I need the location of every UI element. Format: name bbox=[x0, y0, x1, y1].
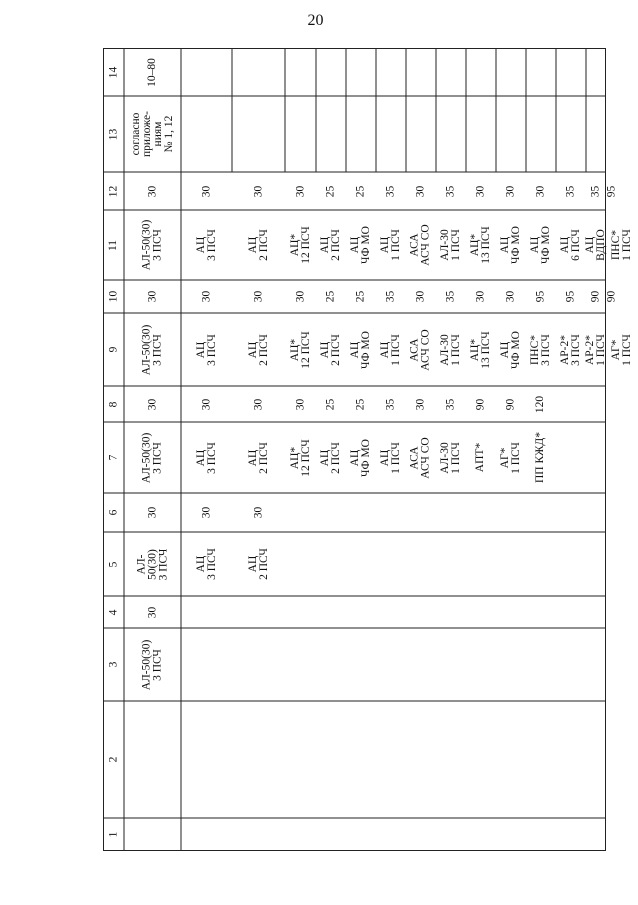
col9-time-12-text: 95 bbox=[534, 290, 547, 303]
col7-time-12 bbox=[526, 386, 556, 422]
col9-time-11-text: 30 bbox=[504, 290, 517, 303]
col7-unit-9 bbox=[436, 422, 466, 493]
col7-unit-11-text: АГ* 1 ПСЧ bbox=[499, 441, 523, 474]
col9-unit-6 bbox=[346, 313, 376, 386]
column-number-4 bbox=[103, 596, 124, 628]
col7-time-12-text: 120 bbox=[534, 395, 547, 413]
col7-unit-10 bbox=[466, 422, 496, 493]
col11-unit-14-text: АЦ ВДПО bbox=[584, 229, 607, 261]
row1-col7 bbox=[124, 422, 181, 493]
row1-col13 bbox=[124, 96, 181, 172]
col9-unit-5-text: АЦ 2 ПСЧ bbox=[319, 333, 343, 366]
row1-col5 bbox=[124, 532, 181, 596]
col11-unit-12-text: АЦ ЧФ МО bbox=[529, 226, 552, 264]
row1-col10 bbox=[124, 280, 181, 313]
document-table bbox=[103, 48, 633, 851]
col11-unit-15-text: ПНС* 1 ПСЧ bbox=[609, 229, 633, 261]
col9-unit-10 bbox=[466, 313, 496, 386]
col9-unit-2-text: АЦ 3 ПСЧ bbox=[194, 333, 218, 366]
col7-time-11 bbox=[496, 386, 526, 422]
col7-unit-4-text: АЦ* 12 ПСЧ bbox=[288, 438, 312, 477]
col11-unit-10 bbox=[466, 210, 496, 280]
col9-time-15 bbox=[606, 280, 618, 313]
col9-unit-2 bbox=[181, 313, 232, 386]
col9-unit-8 bbox=[406, 313, 436, 386]
col7-time-2 bbox=[181, 386, 232, 422]
column-number-6 bbox=[103, 493, 124, 532]
row1-col7-text: АЛ-50(30) 3 ПСЧ bbox=[140, 432, 164, 483]
col7-time-7-text: 35 bbox=[384, 398, 397, 410]
col9-unit-8-text: АСА АСЧ СО bbox=[409, 328, 433, 371]
col11-unit-9-text: АЛ-30 1 ПСЧ bbox=[439, 229, 463, 261]
col7-unit-5 bbox=[316, 422, 346, 493]
col7-time-6 bbox=[346, 386, 376, 422]
col11-time-7 bbox=[376, 172, 406, 210]
col9-time-11 bbox=[496, 280, 526, 313]
row1-col11 bbox=[124, 210, 181, 280]
column-number-14 bbox=[103, 48, 124, 96]
column-number-3 bbox=[103, 628, 124, 701]
col11-unit-2-text: АЦ 3 ПСЧ bbox=[194, 229, 218, 261]
col11-unit-7 bbox=[376, 210, 406, 280]
col5-time-2-text: 30 bbox=[200, 506, 212, 519]
row1-col3-text: АЛ-50(30) 3 ПСЧ bbox=[140, 639, 164, 690]
col5-time-3-text: 30 bbox=[252, 506, 264, 519]
col11-unit-3-text: АЦ 2 ПСЧ bbox=[246, 229, 270, 261]
col7-time-2-text: 30 bbox=[200, 398, 212, 410]
col7-unit-7-text: АЦ 1 ПСЧ bbox=[379, 441, 403, 474]
col9-unit-4 bbox=[285, 313, 316, 386]
col7-unit-12-text: ПП КЖД* bbox=[534, 431, 547, 484]
col11-time-10-text: 30 bbox=[474, 185, 487, 197]
col11-unit-15 bbox=[606, 210, 638, 280]
col11-unit-14 bbox=[586, 210, 606, 280]
col11-unit-11-text: АЦ ЧФ МО bbox=[499, 226, 522, 264]
column-number-7-text: 7 bbox=[107, 454, 119, 461]
col7-unit-3-text: АЦ 2 ПСЧ bbox=[246, 441, 270, 474]
row1-col13-text: согласно приложе- ниям № 1, 12 bbox=[129, 111, 175, 157]
col11-unit-8-text: АСА АСЧ СО bbox=[409, 224, 433, 266]
col7-unit-2 bbox=[181, 422, 232, 493]
col9-unit-7-text: АЦ 1 ПСЧ bbox=[379, 333, 403, 366]
row1-col10-text: 30 bbox=[146, 290, 158, 303]
col11-time-11 bbox=[496, 172, 526, 210]
col11-time-3-text: 30 bbox=[252, 185, 264, 197]
col7-time-3 bbox=[232, 386, 285, 422]
col7-unit-10-text: АПТ* bbox=[474, 442, 487, 473]
col7-time-11-text: 90 bbox=[504, 398, 517, 410]
row1-col9-text: АЛ-50(30) 3 ПСЧ bbox=[140, 324, 164, 375]
row1-col5-text: АЛ- 50(30) 3 ПСЧ bbox=[134, 548, 169, 580]
col7-unit-12 bbox=[526, 422, 556, 493]
col9-unit-13-text: АР-2* 3 ПСЧ bbox=[559, 333, 583, 366]
col11-time-12 bbox=[526, 172, 556, 210]
col7-unit-6 bbox=[346, 422, 376, 493]
col9-unit-10-text: АЦ* 13 ПСЧ bbox=[469, 330, 493, 369]
col7-unit-4 bbox=[285, 422, 316, 493]
col11-unit-13 bbox=[556, 210, 586, 280]
col9-time-10-text: 30 bbox=[474, 290, 487, 303]
column-number-13-text: 13 bbox=[107, 128, 119, 140]
column-number-2 bbox=[103, 701, 124, 818]
col9-time-10 bbox=[466, 280, 496, 313]
col9-unit-4-text: АЦ* 12 ПСЧ bbox=[288, 330, 312, 369]
col7-unit-8 bbox=[406, 422, 436, 493]
col7-unit-9-text: АЛ-30 1 ПСЧ bbox=[439, 441, 463, 474]
col9-time-2 bbox=[181, 280, 232, 313]
col9-time-8 bbox=[406, 280, 436, 313]
col7-unit-5-text: АЦ 2 ПСЧ bbox=[319, 441, 343, 474]
col11-unit-4-text: АЦ* 12 ПСЧ bbox=[288, 226, 312, 264]
col11-unit-6-text: АЦ ЧФ МО bbox=[349, 226, 372, 264]
col5-unit-2 bbox=[181, 532, 232, 596]
col11-unit-5-text: АЦ 2 ПСЧ bbox=[319, 229, 343, 261]
col9-unit-6-text: АЦ ЧФ МО bbox=[349, 330, 372, 369]
column-number-2-text: 2 bbox=[107, 756, 119, 763]
col9-unit-11 bbox=[496, 313, 526, 386]
col11-time-3 bbox=[232, 172, 285, 210]
column-number-11 bbox=[103, 210, 124, 280]
col7-unit-8-text: АСА АСЧ СО bbox=[409, 436, 433, 479]
col9-time-12 bbox=[526, 280, 556, 313]
col11-time-15-text: 95 bbox=[605, 185, 618, 197]
col9-time-6 bbox=[346, 280, 376, 313]
col9-time-7-text: 35 bbox=[384, 290, 397, 303]
col11-unit-12 bbox=[526, 210, 556, 280]
column-number-5 bbox=[103, 532, 124, 596]
col7-time-8-text: 30 bbox=[414, 398, 427, 410]
col11-unit-4 bbox=[285, 210, 316, 280]
row1-col14-text: 10–80 bbox=[146, 57, 158, 87]
col11-unit-6 bbox=[346, 210, 376, 280]
col7-time-7 bbox=[376, 386, 406, 422]
row1-col6 bbox=[124, 493, 181, 532]
column-number-8-text: 8 bbox=[107, 401, 119, 407]
col11-time-15 bbox=[606, 172, 618, 210]
column-number-12 bbox=[103, 172, 124, 210]
col7-time-3-text: 30 bbox=[252, 398, 264, 410]
col9-unit-7 bbox=[376, 313, 406, 386]
col7-unit-3 bbox=[232, 422, 285, 493]
col7-unit-11 bbox=[496, 422, 526, 493]
row1-col4 bbox=[124, 596, 181, 628]
col9-unit-14 bbox=[586, 313, 606, 386]
col11-time-6-text: 25 bbox=[354, 185, 367, 197]
row1-col4-text: 30 bbox=[146, 606, 158, 618]
col11-time-9-text: 35 bbox=[444, 185, 457, 197]
col11-unit-3 bbox=[232, 210, 285, 280]
col9-unit-15 bbox=[606, 313, 638, 386]
page-number: 20 bbox=[307, 12, 324, 29]
col11-time-13-text: 35 bbox=[564, 185, 577, 197]
col11-time-14-text: 35 bbox=[589, 185, 602, 197]
col11-time-2 bbox=[181, 172, 232, 210]
col7-unit-7 bbox=[376, 422, 406, 493]
col11-time-2-text: 30 bbox=[200, 185, 212, 197]
col11-unit-7-text: АЦ 1 ПСЧ bbox=[379, 229, 403, 261]
col9-unit-12 bbox=[526, 313, 556, 386]
column-number-5-text: 5 bbox=[107, 561, 119, 567]
col7-time-4 bbox=[285, 386, 316, 422]
col9-unit-14-text: АР-2* 1 ПСЧ bbox=[584, 333, 608, 366]
col11-time-13 bbox=[556, 172, 586, 210]
col11-time-12-text: 30 bbox=[534, 185, 547, 197]
col11-time-5-text: 25 bbox=[324, 185, 337, 197]
column-number-1 bbox=[103, 818, 124, 851]
col9-unit-11-text: АЦ ЧФ МО bbox=[499, 330, 522, 369]
col11-unit-10-text: АЦ* 13 ПСЧ bbox=[469, 226, 493, 264]
col9-unit-9 bbox=[436, 313, 466, 386]
col11-time-4-text: 30 bbox=[294, 185, 306, 197]
col9-time-13 bbox=[556, 280, 586, 313]
col11-time-11-text: 30 bbox=[504, 185, 517, 197]
col11-unit-13-text: АЦ 6 ПСЧ bbox=[559, 229, 583, 261]
col9-unit-15-text: АГ* 1 ПСЧ bbox=[609, 333, 633, 366]
col11-unit-11 bbox=[496, 210, 526, 280]
col9-unit-3 bbox=[232, 313, 285, 386]
col9-time-14-text: 90 bbox=[589, 290, 602, 303]
col9-time-8-text: 30 bbox=[414, 290, 427, 303]
row1-col3 bbox=[124, 628, 181, 701]
column-number-9 bbox=[103, 313, 124, 386]
col11-time-4 bbox=[285, 172, 316, 210]
col9-time-15-text: 90 bbox=[605, 290, 618, 303]
col11-unit-9 bbox=[436, 210, 466, 280]
column-number-9-text: 9 bbox=[107, 346, 119, 353]
row1-col8-text: 30 bbox=[146, 398, 158, 410]
column-number-10 bbox=[103, 280, 124, 313]
col5-unit-2-text: АЦ 3 ПСЧ bbox=[194, 548, 218, 580]
col7-time-9 bbox=[436, 386, 466, 422]
col9-unit-12-text: ПНС* 3 ПСЧ bbox=[529, 333, 553, 366]
col9-unit-3-text: АЦ 2 ПСЧ bbox=[246, 333, 270, 366]
col11-time-7-text: 35 bbox=[384, 185, 397, 197]
col9-time-5-text: 25 bbox=[324, 290, 337, 303]
col9-unit-9-text: АЛ-30 1 ПСЧ bbox=[439, 333, 463, 366]
col5-unit-3 bbox=[232, 532, 285, 596]
col9-time-3-text: 30 bbox=[252, 290, 264, 303]
column-number-11-text: 11 bbox=[106, 239, 119, 251]
col9-time-3 bbox=[232, 280, 285, 313]
col11-time-6 bbox=[346, 172, 376, 210]
column-number-3-text: 3 bbox=[107, 661, 119, 668]
col11-time-8 bbox=[406, 172, 436, 210]
col9-time-5 bbox=[316, 280, 346, 313]
col5-time-3 bbox=[232, 493, 285, 532]
col5-time-2 bbox=[181, 493, 232, 532]
col9-unit-13 bbox=[556, 313, 586, 386]
col9-time-4-text: 30 bbox=[294, 290, 306, 303]
row1-col8 bbox=[124, 386, 181, 422]
col7-time-6-text: 25 bbox=[354, 398, 367, 410]
column-number-1-text: 1 bbox=[107, 831, 119, 838]
col9-time-9 bbox=[436, 280, 466, 313]
col9-time-7 bbox=[376, 280, 406, 313]
col11-time-8-text: 30 bbox=[414, 185, 427, 197]
row1-col12-text: 30 bbox=[146, 185, 158, 197]
col7-time-10-text: 90 bbox=[474, 398, 487, 410]
col7-time-9-text: 35 bbox=[444, 398, 457, 410]
col7-time-10 bbox=[466, 386, 496, 422]
col11-unit-5 bbox=[316, 210, 346, 280]
col11-time-5 bbox=[316, 172, 346, 210]
col9-time-4 bbox=[285, 280, 316, 313]
col11-time-14 bbox=[586, 172, 606, 210]
row1-col14 bbox=[124, 48, 181, 96]
col7-time-5-text: 25 bbox=[324, 398, 337, 410]
col9-time-14 bbox=[586, 280, 606, 313]
column-number-14-text: 14 bbox=[107, 66, 119, 78]
col7-time-5 bbox=[316, 386, 346, 422]
col9-unit-5 bbox=[316, 313, 346, 386]
col11-unit-2 bbox=[181, 210, 232, 280]
column-number-12-text: 12 bbox=[107, 185, 119, 197]
row1-col6-text: 30 bbox=[146, 506, 158, 519]
col7-unit-6-text: АЦ ЧФ МО bbox=[349, 438, 372, 477]
col9-time-13-text: 95 bbox=[564, 290, 577, 303]
col11-time-9 bbox=[436, 172, 466, 210]
col11-unit-8 bbox=[406, 210, 436, 280]
column-number-4-text: 4 bbox=[107, 609, 119, 615]
column-number-8 bbox=[103, 386, 124, 422]
row1-col9 bbox=[124, 313, 181, 386]
col7-unit-2-text: АЦ 3 ПСЧ bbox=[194, 441, 218, 474]
column-number-6-text: 6 bbox=[107, 509, 119, 516]
column-number-7 bbox=[103, 422, 124, 493]
row1-col12 bbox=[124, 172, 181, 210]
col11-time-10 bbox=[466, 172, 496, 210]
col9-time-9-text: 35 bbox=[444, 290, 457, 303]
column-number-13 bbox=[103, 96, 124, 172]
col5-unit-3-text: АЦ 2 ПСЧ bbox=[246, 548, 270, 580]
col9-time-2-text: 30 bbox=[200, 290, 212, 303]
row1-col11-text: АЛ-50(30) 3 ПСЧ bbox=[140, 219, 164, 271]
column-number-10-text: 10 bbox=[107, 290, 119, 303]
col7-time-4-text: 30 bbox=[294, 398, 306, 410]
col9-time-6-text: 25 bbox=[354, 290, 367, 303]
col7-time-8 bbox=[406, 386, 436, 422]
